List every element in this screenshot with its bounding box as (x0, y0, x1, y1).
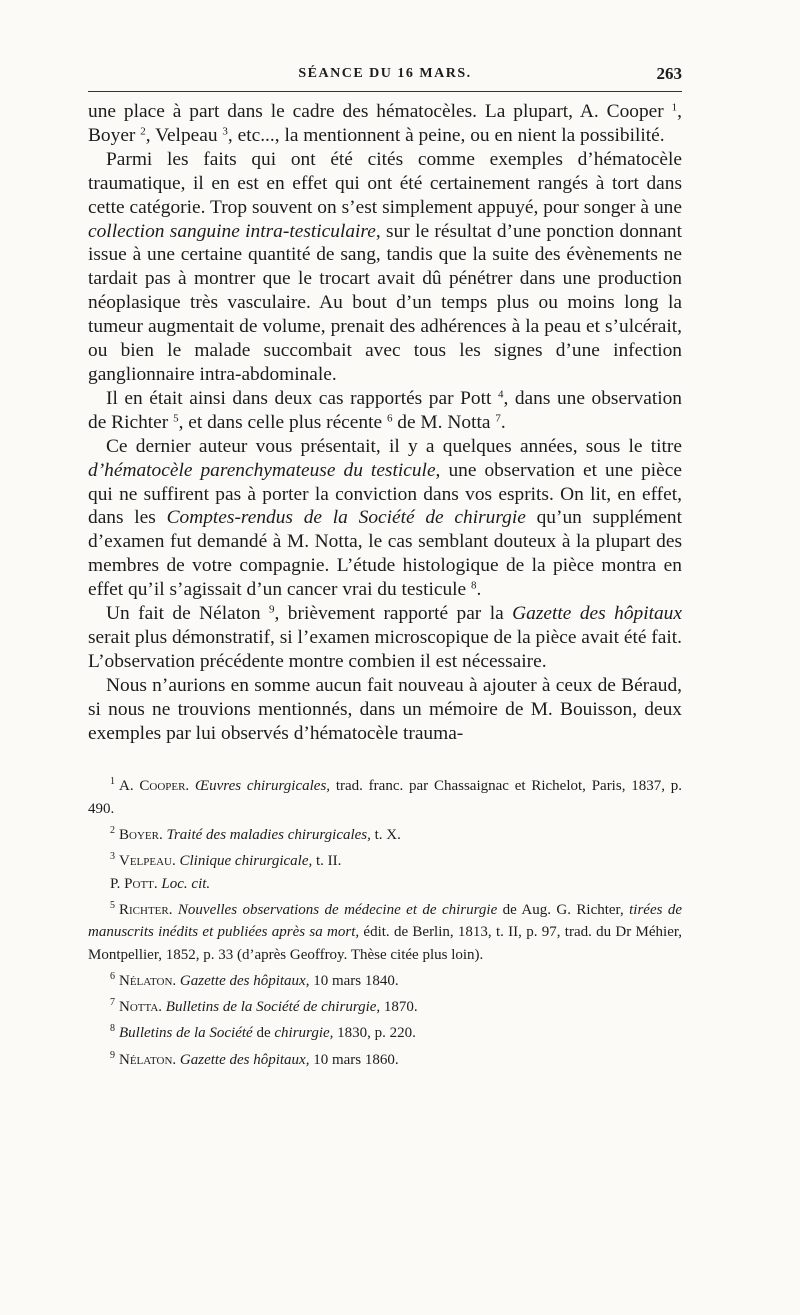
body-paragraph (88, 674, 682, 746)
text-run: trad. franc. par Chassaignac et Richelot, Paris, 1837, p. 490. (88, 778, 683, 817)
text-run: , sur le résultat d’une ponction donnant issue à une certaine quantité de sang, tandis que la suite des évènements ne tardait pas à montrer que le trocart avait dû pénétrer dans une production néoplasique très vasculaire. Au bout d’un temps plus ou moins long la tumeur augmentait de volume, prenait des adhérences à la peau et s’ulcérait, ou bien le malade succombait avec tous les signes d’une infection ganglionnaire intra-abdominale. (88, 220, 682, 385)
footnote-number: 7 (110, 997, 115, 1009)
running-title: SÉANCE DU 16 MARS. (298, 66, 472, 81)
body-paragraph (88, 435, 682, 602)
text-run: de M. Notta (392, 411, 496, 433)
header-rule (88, 91, 682, 92)
italic-text: Gazette des hôpitaux, (179, 1051, 310, 1068)
text-run: une place à part dans le cadre des hématocèles. La plupart, A. Cooper (88, 101, 672, 122)
italic-text: Clinique chirurgicale, (179, 853, 313, 870)
italic-text: d’hématocèle parenchymateuse du testicule (88, 459, 436, 481)
italic-text: Bulletins de la Société de chirurgie, (165, 999, 381, 1016)
italic-text: Comptes-rendus de la Société de chirurgie (166, 507, 526, 529)
body-paragraph (88, 100, 682, 148)
footnote (88, 820, 682, 846)
page (88, 58, 682, 1071)
text-run: 10 mars 1840. (309, 972, 399, 989)
text-run: 1830, p. 220. (333, 1025, 416, 1042)
italic-text: Traité des maladies chirurgicales, (166, 827, 371, 844)
page-header (88, 58, 682, 88)
italic-text: chirurgie, (274, 1025, 334, 1042)
italic-text: Nouvelles observations de médecine et de chirurgie (177, 901, 498, 918)
text-run: , brièvement rapporté par la (274, 603, 513, 625)
text-run: , une observation et une pièce qui ne suffirent pas à porter la conviction dans vos esprits. On lit, en effet, dans les (88, 459, 682, 529)
footnote (88, 873, 682, 895)
text-run: 10 mars 1860. (309, 1051, 399, 1068)
author-name: Velpeau. (119, 853, 176, 870)
text-run: Nous n’aurions en somme aucun fait nouveau à ajouter à ceux de Béraud, si nous ne trouvions mentionnés, dans un mémoire de M. Bouisson, deux exemples par lui observés d’hématocèle trauma- (88, 674, 682, 744)
footnote-number: 8 (110, 1023, 115, 1035)
footnote-ref: 2 (140, 125, 146, 138)
footnote-ref: 8 (471, 579, 477, 592)
text-run: , Boyer (88, 101, 682, 146)
footnote (88, 1045, 682, 1071)
footnote (88, 1018, 682, 1044)
text-run: serait plus démonstratif, si l’examen microscopique de la pièce avait été fait. L’observation précédente montre combien il est nécessaire. (88, 626, 682, 672)
author-name: Boyer. (119, 827, 163, 844)
text-run: qu’un supplément d’examen fut demandé à M. Notta, le cas semblant douteux à la plupart des membres de votre compagnie. L’étude histologique de la pièce montra en effet qu’il s’agissait d’un cancer vrai du testicule (88, 507, 682, 601)
author-name: A. Cooper. (119, 778, 190, 795)
footnote-number: 6 (110, 970, 115, 982)
text-run: Parmi les faits qui ont été cités comme exemples d’hématocèle traumatique, il en est en effet qui ont été certainement rangés à tort dans cette catégorie. Trop souvent on s’est simplement appuyé, pour songer à une (88, 148, 682, 218)
body-paragraph (88, 602, 682, 674)
footnote-number: 9 (110, 1049, 115, 1061)
text-run: . (476, 579, 482, 601)
text-run: t. X. (370, 827, 401, 844)
italic-text: Bulletins de la Société (119, 1025, 253, 1042)
italic-text: collection sanguine intra-testiculaire (88, 220, 376, 242)
italic-text: Gazette des hôpitaux (512, 603, 682, 625)
footnote (88, 846, 682, 872)
text-run: Il en était ainsi dans deux cas rapportés par Pott (106, 387, 498, 409)
text-run: , dans une observation de Richter (88, 387, 683, 433)
author-name: P. Pott. (110, 875, 158, 892)
text-run: 1870. (380, 999, 418, 1016)
author-name: Nélaton. (119, 972, 177, 989)
footnote-ref: 5 (173, 412, 179, 425)
footnote-ref: 7 (495, 412, 501, 425)
italic-text: Œuvres chirurgicales, (194, 778, 331, 795)
footnote-number: 3 (110, 851, 115, 863)
text-run: de (252, 1025, 275, 1042)
body-paragraph (88, 148, 682, 387)
text-run: de Aug. G. Richter, (497, 901, 630, 918)
text-run: Un fait de Nélaton (106, 603, 269, 625)
footnote (88, 966, 682, 992)
footnote-ref: 4 (497, 388, 504, 401)
footnote-number: 2 (110, 825, 115, 837)
footnote (88, 771, 682, 820)
page-number: 263 (656, 64, 682, 83)
text-run: édit. de Berlin, 1813, t. II, p. 97, trad. du Dr Méhier, Montpellier, 1852, p. 33 (d’après Geoffroy. Thèse citée plus loin). (88, 924, 683, 963)
italic-text: Loc. cit. (161, 875, 211, 892)
author-name: Nélaton. (119, 1051, 177, 1068)
text-run: , et dans celle plus récente (178, 411, 387, 433)
footnotes (88, 771, 682, 1071)
body-text (88, 100, 682, 745)
author-name: Richter. (119, 901, 173, 918)
footnote (88, 895, 682, 966)
footnote-ref: 6 (386, 412, 393, 425)
author-name: Notta. (119, 999, 163, 1016)
footnote-number: 1 (110, 776, 115, 788)
text-run: . (500, 411, 506, 433)
footnote-ref: 1 (671, 101, 678, 114)
text-run: Ce dernier auteur vous présentait, il y a quelques années, sous le titre (106, 435, 682, 457)
text-run: , etc..., la mentionnent à peine, ou en nient la possibilité. (227, 124, 665, 146)
footnote (88, 992, 682, 1018)
text-run: t. II. (312, 853, 342, 870)
body-paragraph (88, 387, 682, 435)
footnote-number: 5 (110, 899, 115, 911)
italic-text: Gazette des hôpitaux, (179, 972, 310, 989)
footnote-ref: 9 (269, 603, 275, 616)
italic-text: tirées de manuscrits inédits et publiées après sa mort, (88, 901, 683, 941)
text-run: , Velpeau (145, 124, 223, 146)
footnote-ref: 3 (222, 125, 228, 138)
